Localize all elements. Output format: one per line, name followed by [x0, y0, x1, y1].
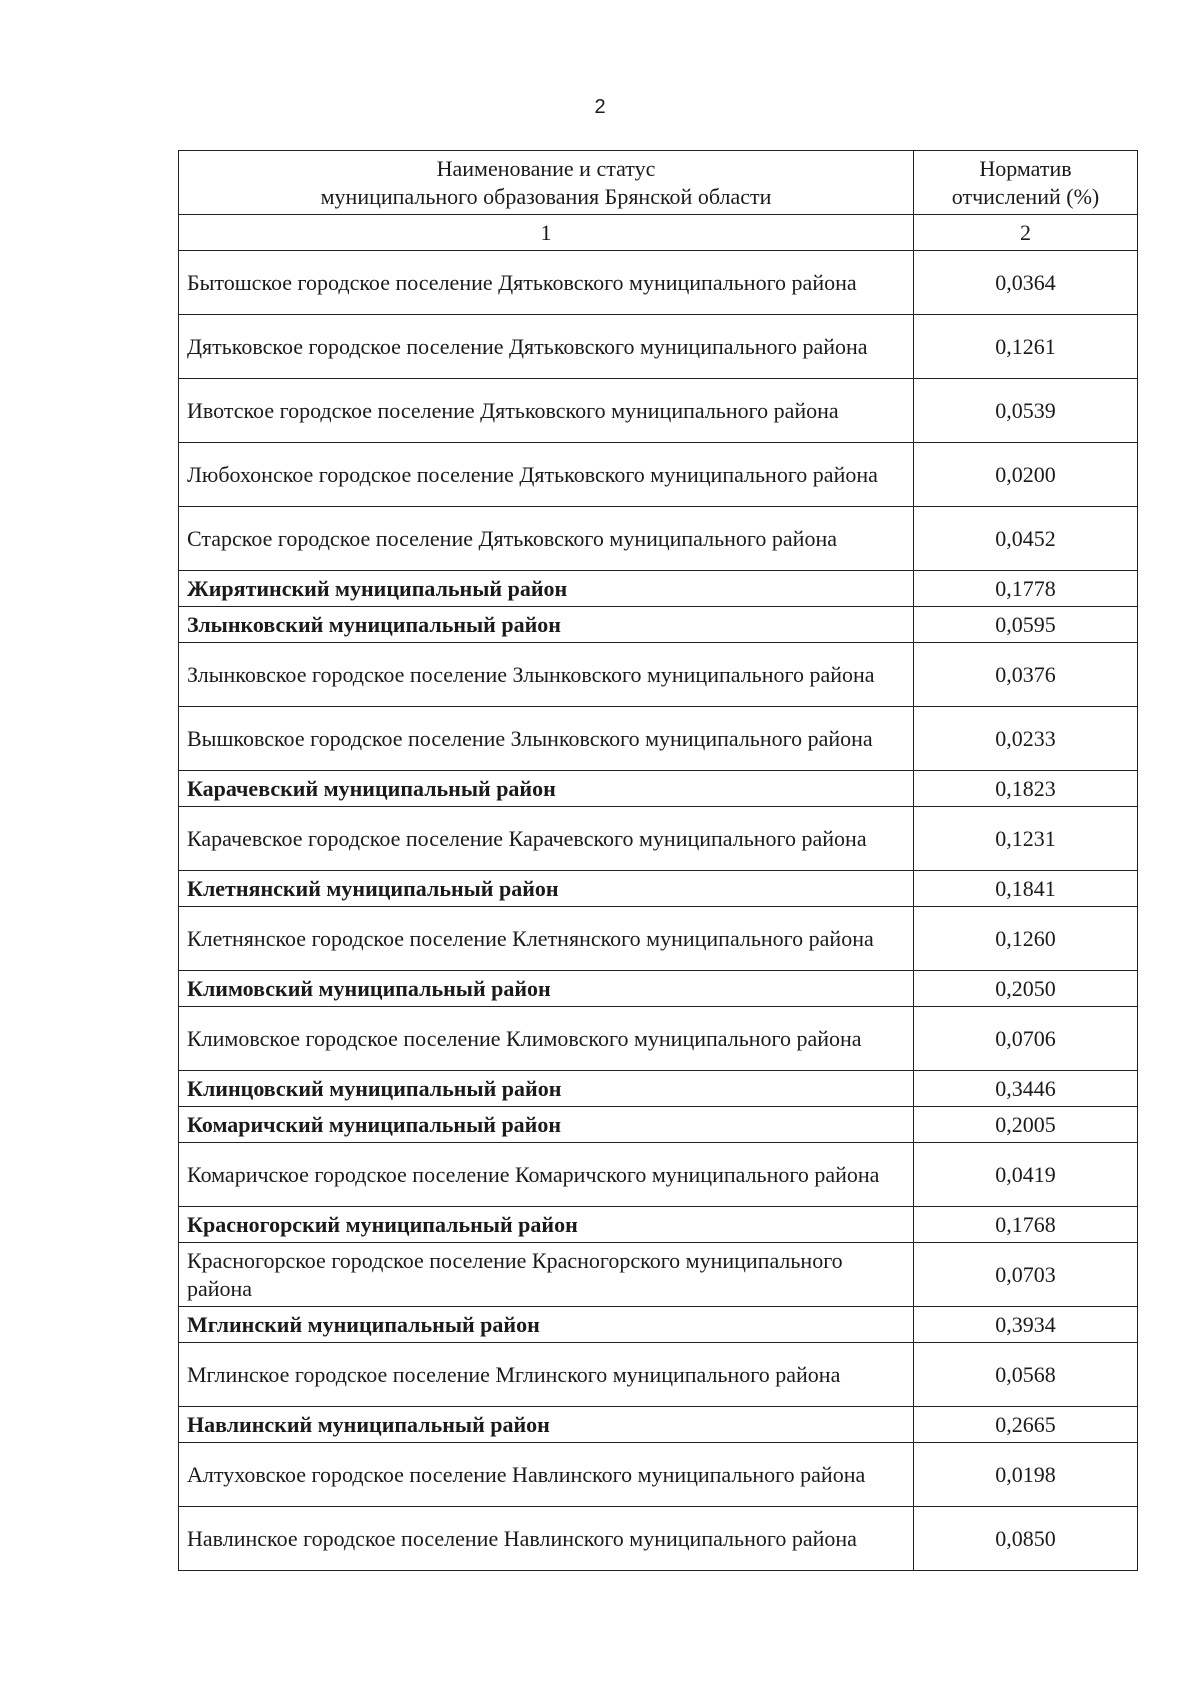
deduction-rate: 0,1841: [914, 871, 1138, 907]
district-name: Клинцовский муниципальный район: [179, 1071, 914, 1107]
header-value-text: Норматив отчислений (%): [951, 155, 1100, 209]
table-header: [179, 151, 1138, 251]
deduction-rate: 0,1260: [914, 907, 1138, 971]
table-row: [179, 871, 1138, 907]
deduction-rate: 0,2005: [914, 1107, 1138, 1143]
deduction-rate: 0,2665: [914, 1407, 1138, 1443]
district-name: Жирятинский муниципальный район: [179, 571, 914, 607]
table-row: [179, 807, 1138, 871]
municipality-name: Ивотское городское поселение Дятьковского муниципального района: [179, 379, 914, 443]
header-name-text: Наименование и статус муниципального образования Брянской области: [320, 155, 772, 209]
deduction-rate: 0,0198: [914, 1443, 1138, 1507]
norms-table: [178, 150, 1138, 1571]
district-name: Комаричский муниципальный район: [179, 1107, 914, 1143]
deduction-rate: 0,1231: [914, 807, 1138, 871]
deduction-rate: 0,0706: [914, 1007, 1138, 1071]
table-row: [179, 315, 1138, 379]
table-row: [179, 1307, 1138, 1343]
municipality-name: Климовское городское поселение Климовского муниципального района: [179, 1007, 914, 1071]
deduction-rate: 0,1823: [914, 771, 1138, 807]
deduction-rate: 0,1768: [914, 1207, 1138, 1243]
header-value-column: [914, 151, 1138, 215]
table-row: [179, 1007, 1138, 1071]
deduction-rate: 0,3446: [914, 1071, 1138, 1107]
table-row: [179, 643, 1138, 707]
deduction-rate: 0,0539: [914, 379, 1138, 443]
deduction-rate: 0,2050: [914, 971, 1138, 1007]
table-row: [179, 771, 1138, 807]
header-name-column: [179, 151, 914, 215]
deduction-rate: 0,0595: [914, 607, 1138, 643]
district-name: Климовский муниципальный район: [179, 971, 914, 1007]
table-row: [179, 251, 1138, 315]
table-row: [179, 379, 1138, 443]
deduction-rate: 0,1261: [914, 315, 1138, 379]
district-name: Красногорский муниципальный район: [179, 1207, 914, 1243]
deduction-rate: 0,1778: [914, 571, 1138, 607]
table-row: [179, 571, 1138, 607]
table-row: [179, 971, 1138, 1007]
deduction-rate: 0,3934: [914, 1307, 1138, 1343]
table-row: [179, 1243, 1138, 1307]
column-number-1: 1: [179, 215, 914, 251]
deduction-rate: 0,0419: [914, 1143, 1138, 1207]
table-row: [179, 1443, 1138, 1507]
table-row: [179, 1207, 1138, 1243]
deduction-rate: 0,0364: [914, 251, 1138, 315]
municipality-name: Любохонское городское поселение Дятьковского муниципального района: [179, 443, 914, 507]
district-name: Карачевский муниципальный район: [179, 771, 914, 807]
table-row: [179, 707, 1138, 771]
table-row: [179, 1143, 1138, 1207]
municipality-name: Красногорское городское поселение Красногорского муниципального района: [179, 1243, 914, 1307]
table-row: [179, 1343, 1138, 1407]
table-row: [179, 607, 1138, 643]
municipality-name: Клетнянское городское поселение Клетнянского муниципального района: [179, 907, 914, 971]
table-row: [179, 1407, 1138, 1443]
table-row: [179, 507, 1138, 571]
table-row: [179, 907, 1138, 971]
deduction-rate: 0,0233: [914, 707, 1138, 771]
district-name: Клетнянский муниципальный район: [179, 871, 914, 907]
municipality-name: Злынковское городское поселение Злынковского муниципального района: [179, 643, 914, 707]
district-name: Навлинский муниципальный район: [179, 1407, 914, 1443]
district-name: Мглинский муниципальный район: [179, 1307, 914, 1343]
municipality-name: Вышковское городское поселение Злынковского муниципального района: [179, 707, 914, 771]
column-number-row: [179, 215, 1138, 251]
municipality-name: Дятьковское городское поселение Дятьковского муниципального района: [179, 315, 914, 379]
table-row: [179, 1507, 1138, 1571]
municipality-name: Старское городское поселение Дятьковского муниципального района: [179, 507, 914, 571]
deduction-rate: 0,0850: [914, 1507, 1138, 1571]
deduction-rate: 0,0452: [914, 507, 1138, 571]
table-row: [179, 1107, 1138, 1143]
deduction-rate: 0,0568: [914, 1343, 1138, 1407]
municipality-name: Навлинское городское поселение Навлинского муниципального района: [179, 1507, 914, 1571]
municipality-name: Алтуховское городское поселение Навлинского муниципального района: [179, 1443, 914, 1507]
municipality-name: Бытошское городское поселение Дятьковского муниципального района: [179, 251, 914, 315]
table-row: [179, 443, 1138, 507]
municipality-name: Мглинское городское поселение Мглинского муниципального района: [179, 1343, 914, 1407]
deduction-rate: 0,0703: [914, 1243, 1138, 1307]
municipality-name: Карачевское городское поселение Карачевского муниципального района: [179, 807, 914, 871]
table-row: [179, 1071, 1138, 1107]
header-row: [179, 151, 1138, 215]
table-body: [179, 251, 1138, 1571]
district-name: Злынковский муниципальный район: [179, 607, 914, 643]
deduction-rate: 0,0376: [914, 643, 1138, 707]
deduction-rate: 0,0200: [914, 443, 1138, 507]
page-number: 2: [594, 96, 606, 118]
column-number-2: 2: [914, 215, 1138, 251]
municipality-name: Комаричское городское поселение Комаричского муниципального района: [179, 1143, 914, 1207]
